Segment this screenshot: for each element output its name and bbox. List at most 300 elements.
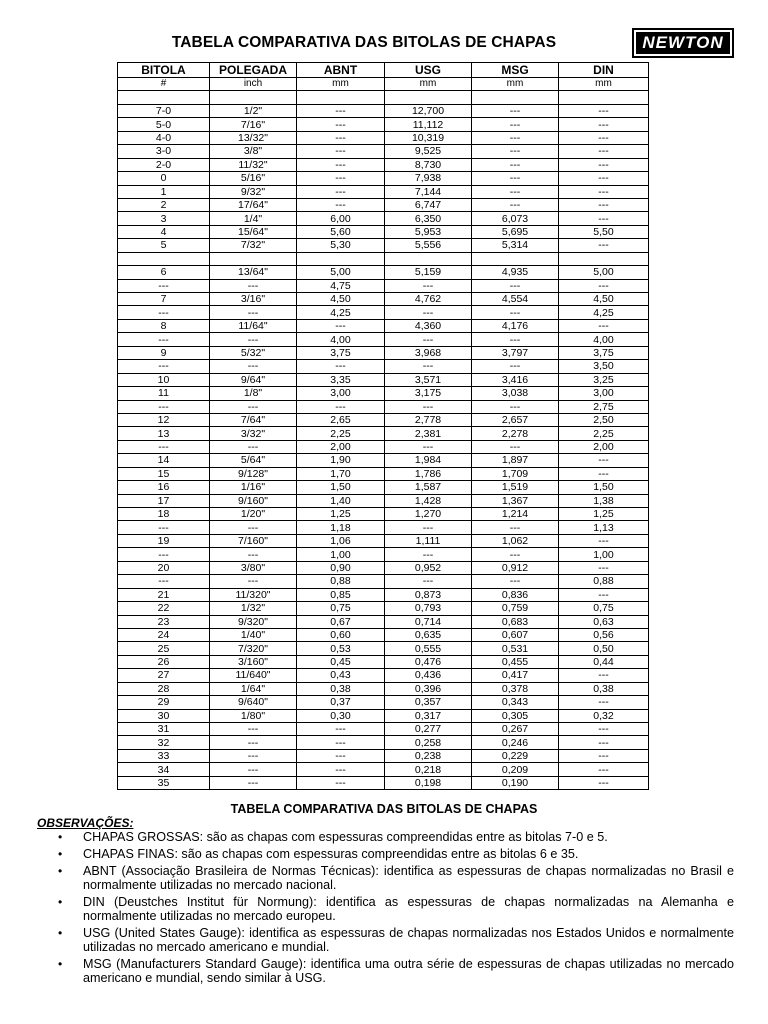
- table-cell: ---: [210, 279, 297, 292]
- table-cell: 29: [118, 696, 210, 709]
- table-cell: 25: [118, 642, 210, 655]
- table-cell: 3/16": [210, 293, 297, 306]
- table-cell: ---: [118, 575, 210, 588]
- table-cell: 3,416: [472, 373, 559, 386]
- table-row: [118, 575, 649, 588]
- bullet-icon: •: [58, 846, 63, 861]
- table-row: [118, 212, 649, 225]
- table-cell: 4,00: [559, 333, 649, 346]
- table-row: [118, 333, 649, 346]
- observation-text: CHAPAS GROSSAS: são as chapas com espessuras compreendidas entre as bitolas 7-0 e 5.: [83, 830, 608, 844]
- table-cell: 19: [118, 534, 210, 547]
- observation-item: [37, 864, 734, 892]
- empty-cell: [559, 252, 649, 265]
- table-cell: ---: [297, 723, 385, 736]
- table-cell: ---: [559, 669, 649, 682]
- table-row: [118, 427, 649, 440]
- unit-cell: mm: [297, 78, 385, 91]
- table-cell: 8,730: [385, 158, 472, 171]
- table-cell: 0,50: [559, 642, 649, 655]
- table-row: [118, 440, 649, 453]
- table-cell: 0: [118, 172, 210, 185]
- table-cell: 0,952: [385, 561, 472, 574]
- table-cell: ---: [472, 145, 559, 158]
- table-row: [118, 400, 649, 413]
- table-cell: 0,555: [385, 642, 472, 655]
- spacer-row: [118, 91, 649, 104]
- empty-cell: [472, 252, 559, 265]
- table-cell: ---: [559, 723, 649, 736]
- table-cell: 13/64": [210, 266, 297, 279]
- table-cell: 1,50: [559, 481, 649, 494]
- header-din: DIN: [559, 63, 649, 78]
- table-cell: ---: [559, 736, 649, 749]
- gauge-table: [117, 62, 649, 790]
- table-cell: 0,836: [472, 588, 559, 601]
- table-cell: 2,657: [472, 413, 559, 426]
- table-cell: 5,30: [297, 239, 385, 252]
- table-row: [118, 346, 649, 359]
- table-cell: 4,554: [472, 293, 559, 306]
- table-cell: 5/64": [210, 454, 297, 467]
- table-cell: 31: [118, 723, 210, 736]
- table-cell: 1/40": [210, 628, 297, 641]
- empty-cell: [385, 91, 472, 104]
- table-row: [118, 467, 649, 480]
- table-cell: 3,75: [559, 346, 649, 359]
- table-cell: 4-0: [118, 131, 210, 144]
- table-cell: 6,747: [385, 198, 472, 211]
- table-cell: ---: [297, 198, 385, 211]
- table-cell: 1/4": [210, 212, 297, 225]
- table-cell: 9/64": [210, 373, 297, 386]
- table-row: [118, 454, 649, 467]
- bullet-icon: •: [58, 894, 63, 909]
- table-cell: 1,25: [559, 508, 649, 521]
- table-cell: 4,360: [385, 319, 472, 332]
- table-cell: 23: [118, 615, 210, 628]
- table-cell: 1,270: [385, 508, 472, 521]
- table-cell: 7/16": [210, 118, 297, 131]
- table-cell: 5,695: [472, 225, 559, 238]
- table-cell: 9/128": [210, 467, 297, 480]
- table-cell: 2,65: [297, 413, 385, 426]
- table-cell: 9/32": [210, 185, 297, 198]
- empty-cell: [297, 252, 385, 265]
- table-cell: 0,267: [472, 723, 559, 736]
- table-cell: 1,897: [472, 454, 559, 467]
- table-cell: ---: [559, 145, 649, 158]
- table-cell: 3,797: [472, 346, 559, 359]
- table-cell: 4: [118, 225, 210, 238]
- table-cell: 15/64": [210, 225, 297, 238]
- table-cell: ---: [559, 118, 649, 131]
- table-cell: 1,90: [297, 454, 385, 467]
- table-row: [118, 293, 649, 306]
- table-cell: ---: [559, 467, 649, 480]
- table-cell: ---: [297, 158, 385, 171]
- table-cell: 5,00: [559, 266, 649, 279]
- table-cell: 2,00: [297, 440, 385, 453]
- header-abnt: ABNT: [297, 63, 385, 78]
- table-cell: 9,525: [385, 145, 472, 158]
- observation-text: USG (United States Gauge): identifica as espessuras de chapas normalizadas nos Estados Unidos e normalmente utilizadas no mercado americano e mundial.: [83, 925, 734, 954]
- observation-item: [37, 895, 734, 923]
- table-cell: 5,953: [385, 225, 472, 238]
- table-cell: ---: [559, 172, 649, 185]
- table-cell: 1,06: [297, 534, 385, 547]
- table-cell: 1,50: [297, 481, 385, 494]
- table-cell: 7,938: [385, 172, 472, 185]
- table-cell: ---: [118, 306, 210, 319]
- table-cell: ---: [297, 763, 385, 776]
- table-cell: 32: [118, 736, 210, 749]
- table-cell: 16: [118, 481, 210, 494]
- spacer-row: [118, 252, 649, 265]
- table-cell: 2,381: [385, 427, 472, 440]
- table-cell: 1,70: [297, 467, 385, 480]
- table-cell: 0,75: [297, 602, 385, 615]
- table-cell: ---: [472, 440, 559, 453]
- table-cell: 0,85: [297, 588, 385, 601]
- table-cell: 0,75: [559, 602, 649, 615]
- table-cell: 6,00: [297, 212, 385, 225]
- empty-cell: [118, 252, 210, 265]
- table-row: [118, 225, 649, 238]
- table-cell: 2,25: [297, 427, 385, 440]
- table-cell: 3/160": [210, 655, 297, 668]
- table-cell: 2: [118, 198, 210, 211]
- table-cell: 28: [118, 682, 210, 695]
- table-cell: ---: [210, 400, 297, 413]
- table-cell: 11,112: [385, 118, 472, 131]
- table-cell: ---: [210, 723, 297, 736]
- table-cell: 2,778: [385, 413, 472, 426]
- table-cell: ---: [118, 440, 210, 453]
- table-cell: 0,683: [472, 615, 559, 628]
- table-row: [118, 776, 649, 789]
- table-cell: 2,00: [559, 440, 649, 453]
- table-cell: ---: [210, 360, 297, 373]
- table-row: [118, 373, 649, 386]
- observation-text: CHAPAS FINAS: são as chapas com espessuras compreendidas entre as bitolas 6 e 35.: [83, 846, 579, 861]
- table-cell: 21: [118, 588, 210, 601]
- table-cell: ---: [210, 333, 297, 346]
- table-cell: 0,714: [385, 615, 472, 628]
- empty-cell: [118, 91, 210, 104]
- table-cell: 1,984: [385, 454, 472, 467]
- table-row: [118, 723, 649, 736]
- table-cell: 1,367: [472, 494, 559, 507]
- table-cell: 3/32": [210, 427, 297, 440]
- table-cell: 0,229: [472, 749, 559, 762]
- table-cell: 0,759: [472, 602, 559, 615]
- table-row: [118, 131, 649, 144]
- observation-item: [37, 926, 734, 954]
- table-row: [118, 494, 649, 507]
- table-cell: ---: [297, 400, 385, 413]
- table-cell: 5,556: [385, 239, 472, 252]
- table-cell: 0,238: [385, 749, 472, 762]
- table-cell: 2,25: [559, 427, 649, 440]
- table-cell: 7/32": [210, 239, 297, 252]
- table-cell: ---: [297, 131, 385, 144]
- observation-text: ABNT (Associação Brasileira de Normas Técnicas): identifica as espessuras de chapas normalizadas no Brasil e normalmente utilizadas no mercado nacional.: [83, 863, 734, 892]
- table-cell: 0,317: [385, 709, 472, 722]
- table-cell: ---: [210, 440, 297, 453]
- table-cell: 0,198: [385, 776, 472, 789]
- unit-cell: inch: [210, 78, 297, 91]
- table-cell: 0,45: [297, 655, 385, 668]
- table-cell: 4,50: [297, 293, 385, 306]
- table-row: [118, 763, 649, 776]
- table-cell: 10: [118, 373, 210, 386]
- table-row: [118, 548, 649, 561]
- table-cell: 1,519: [472, 481, 559, 494]
- table-cell: 3,75: [297, 346, 385, 359]
- table-cell: 0,455: [472, 655, 559, 668]
- table-cell: ---: [472, 548, 559, 561]
- table-cell: ---: [118, 548, 210, 561]
- table-cell: ---: [472, 104, 559, 117]
- table-cell: 4,50: [559, 293, 649, 306]
- table-cell: ---: [297, 736, 385, 749]
- table-cell: 5-0: [118, 118, 210, 131]
- newton-logo: [632, 28, 734, 58]
- table-cell: 3,25: [559, 373, 649, 386]
- table-cell: ---: [472, 360, 559, 373]
- table-cell: 3,50: [559, 360, 649, 373]
- table-cell: ---: [210, 306, 297, 319]
- table-cell: 2-0: [118, 158, 210, 171]
- table-cell: 1/32": [210, 602, 297, 615]
- table-row: [118, 104, 649, 117]
- table-cell: ---: [559, 561, 649, 574]
- table-cell: 0,43: [297, 669, 385, 682]
- table-cell: 1,786: [385, 467, 472, 480]
- table-cell: 3,35: [297, 373, 385, 386]
- observations-label: OBSERVAÇÕES:: [37, 816, 134, 830]
- table-row: [118, 158, 649, 171]
- table-cell: 3,038: [472, 387, 559, 400]
- table-cell: ---: [559, 763, 649, 776]
- table-cell: ---: [559, 696, 649, 709]
- table-row: [118, 319, 649, 332]
- table-cell: 10,319: [385, 131, 472, 144]
- table-cell: 5/16": [210, 172, 297, 185]
- table-cell: 0,436: [385, 669, 472, 682]
- table-cell: 5: [118, 239, 210, 252]
- table-cell: 7-0: [118, 104, 210, 117]
- table-cell: 1,428: [385, 494, 472, 507]
- table-cell: ---: [472, 158, 559, 171]
- table-cell: ---: [118, 360, 210, 373]
- table-cell: ---: [559, 776, 649, 789]
- table-cell: 0,476: [385, 655, 472, 668]
- table-cell: ---: [385, 360, 472, 373]
- table-subtitle: TABELA COMPARATIVA DAS BITOLAS DE CHAPAS: [230, 802, 538, 816]
- table-cell: ---: [118, 333, 210, 346]
- table-cell: 8: [118, 319, 210, 332]
- table-cell: 5,60: [297, 225, 385, 238]
- table-cell: ---: [472, 131, 559, 144]
- table-cell: ---: [210, 749, 297, 762]
- table-cell: 1: [118, 185, 210, 198]
- empty-cell: [297, 91, 385, 104]
- table-cell: ---: [559, 749, 649, 762]
- unit-cell: mm: [472, 78, 559, 91]
- page-title: TABELA COMPARATIVA DAS BITOLAS DE CHAPAS: [171, 34, 557, 51]
- empty-cell: [559, 91, 649, 104]
- table-cell: ---: [472, 333, 559, 346]
- table-cell: 4,762: [385, 293, 472, 306]
- table-cell: ---: [559, 212, 649, 225]
- table-row: [118, 642, 649, 655]
- table-cell: 0,63: [559, 615, 649, 628]
- table-cell: ---: [559, 454, 649, 467]
- table-cell: 1,214: [472, 508, 559, 521]
- table-cell: 3-0: [118, 145, 210, 158]
- table-cell: ---: [472, 521, 559, 534]
- table-cell: 26: [118, 655, 210, 668]
- table-cell: 0,531: [472, 642, 559, 655]
- table-cell: 0,53: [297, 642, 385, 655]
- table-cell: 0,607: [472, 628, 559, 641]
- table-cell: 9/640": [210, 696, 297, 709]
- table-cell: 9: [118, 346, 210, 359]
- table-cell: ---: [118, 279, 210, 292]
- table-cell: 0,30: [297, 709, 385, 722]
- table-cell: 1/80": [210, 709, 297, 722]
- table-cell: 7/64": [210, 413, 297, 426]
- table-row: [118, 615, 649, 628]
- table-cell: 1,709: [472, 467, 559, 480]
- unit-cell: #: [118, 78, 210, 91]
- table-cell: 18: [118, 508, 210, 521]
- table-cell: ---: [210, 776, 297, 789]
- table-cell: 6,350: [385, 212, 472, 225]
- table-cell: 11/320": [210, 588, 297, 601]
- table-cell: 0,67: [297, 615, 385, 628]
- table-cell: ---: [385, 400, 472, 413]
- empty-cell: [385, 252, 472, 265]
- table-cell: 0,873: [385, 588, 472, 601]
- table-cell: 1,40: [297, 494, 385, 507]
- table-cell: 1,111: [385, 534, 472, 547]
- table-cell: 11/32": [210, 158, 297, 171]
- table-cell: 3,571: [385, 373, 472, 386]
- table-cell: ---: [472, 279, 559, 292]
- table-cell: ---: [297, 172, 385, 185]
- table-cell: ---: [297, 360, 385, 373]
- table-row: [118, 655, 649, 668]
- header-polegada: POLEGADA: [210, 63, 297, 78]
- table-cell: 0,378: [472, 682, 559, 695]
- table-cell: 14: [118, 454, 210, 467]
- table-cell: 3,175: [385, 387, 472, 400]
- table-cell: 1,18: [297, 521, 385, 534]
- table-cell: 5,314: [472, 239, 559, 252]
- unit-cell: mm: [385, 78, 472, 91]
- table-cell: 13/32": [210, 131, 297, 144]
- table-cell: 7/160": [210, 534, 297, 547]
- table-row: [118, 413, 649, 426]
- table-cell: 20: [118, 561, 210, 574]
- table-cell: 3/8": [210, 145, 297, 158]
- table-cell: ---: [118, 521, 210, 534]
- table-cell: ---: [559, 104, 649, 117]
- empty-cell: [472, 91, 559, 104]
- table-cell: ---: [559, 319, 649, 332]
- table-cell: 0,357: [385, 696, 472, 709]
- table-cell: 3/80": [210, 561, 297, 574]
- table-cell: 5/32": [210, 346, 297, 359]
- table-cell: ---: [559, 198, 649, 211]
- table-row: [118, 521, 649, 534]
- table-cell: 0,258: [385, 736, 472, 749]
- table-cell: 7: [118, 293, 210, 306]
- table-cell: 4,25: [297, 306, 385, 319]
- table-cell: 9/160": [210, 494, 297, 507]
- table-row: [118, 508, 649, 521]
- table-row: [118, 736, 649, 749]
- bullet-icon: •: [58, 956, 63, 971]
- units-row: [118, 78, 649, 91]
- table-cell: 4,176: [472, 319, 559, 332]
- table-cell: 2,75: [559, 400, 649, 413]
- table-cell: ---: [472, 198, 559, 211]
- table-cell: 24: [118, 628, 210, 641]
- table-cell: 1,00: [559, 548, 649, 561]
- table-cell: ---: [559, 534, 649, 547]
- table-cell: 1/16": [210, 481, 297, 494]
- table-cell: 0,88: [559, 575, 649, 588]
- table-cell: ---: [297, 185, 385, 198]
- table-cell: ---: [385, 521, 472, 534]
- header-msg: MSG: [472, 63, 559, 78]
- table-cell: ---: [559, 158, 649, 171]
- table-cell: 0,277: [385, 723, 472, 736]
- table-cell: 6: [118, 266, 210, 279]
- table-cell: 5,00: [297, 266, 385, 279]
- table-cell: 15: [118, 467, 210, 480]
- table-cell: 0,38: [297, 682, 385, 695]
- table-cell: ---: [297, 776, 385, 789]
- table-cell: ---: [385, 548, 472, 561]
- table-row: [118, 682, 649, 695]
- table-row: [118, 387, 649, 400]
- table-cell: ---: [559, 279, 649, 292]
- table-row: [118, 602, 649, 615]
- table-cell: 4,00: [297, 333, 385, 346]
- observation-item: [37, 847, 734, 861]
- table-cell: ---: [210, 521, 297, 534]
- table-cell: 0,56: [559, 628, 649, 641]
- table-cell: 7,144: [385, 185, 472, 198]
- table-cell: 35: [118, 776, 210, 789]
- table-row: [118, 306, 649, 319]
- table-row: [118, 588, 649, 601]
- table-cell: ---: [559, 239, 649, 252]
- table-cell: ---: [385, 575, 472, 588]
- table-cell: 12,700: [385, 104, 472, 117]
- table-cell: 1/64": [210, 682, 297, 695]
- table-cell: 1,00: [297, 548, 385, 561]
- table-cell: 1/8": [210, 387, 297, 400]
- table-cell: 4,25: [559, 306, 649, 319]
- table-cell: ---: [297, 104, 385, 117]
- table-cell: 1,062: [472, 534, 559, 547]
